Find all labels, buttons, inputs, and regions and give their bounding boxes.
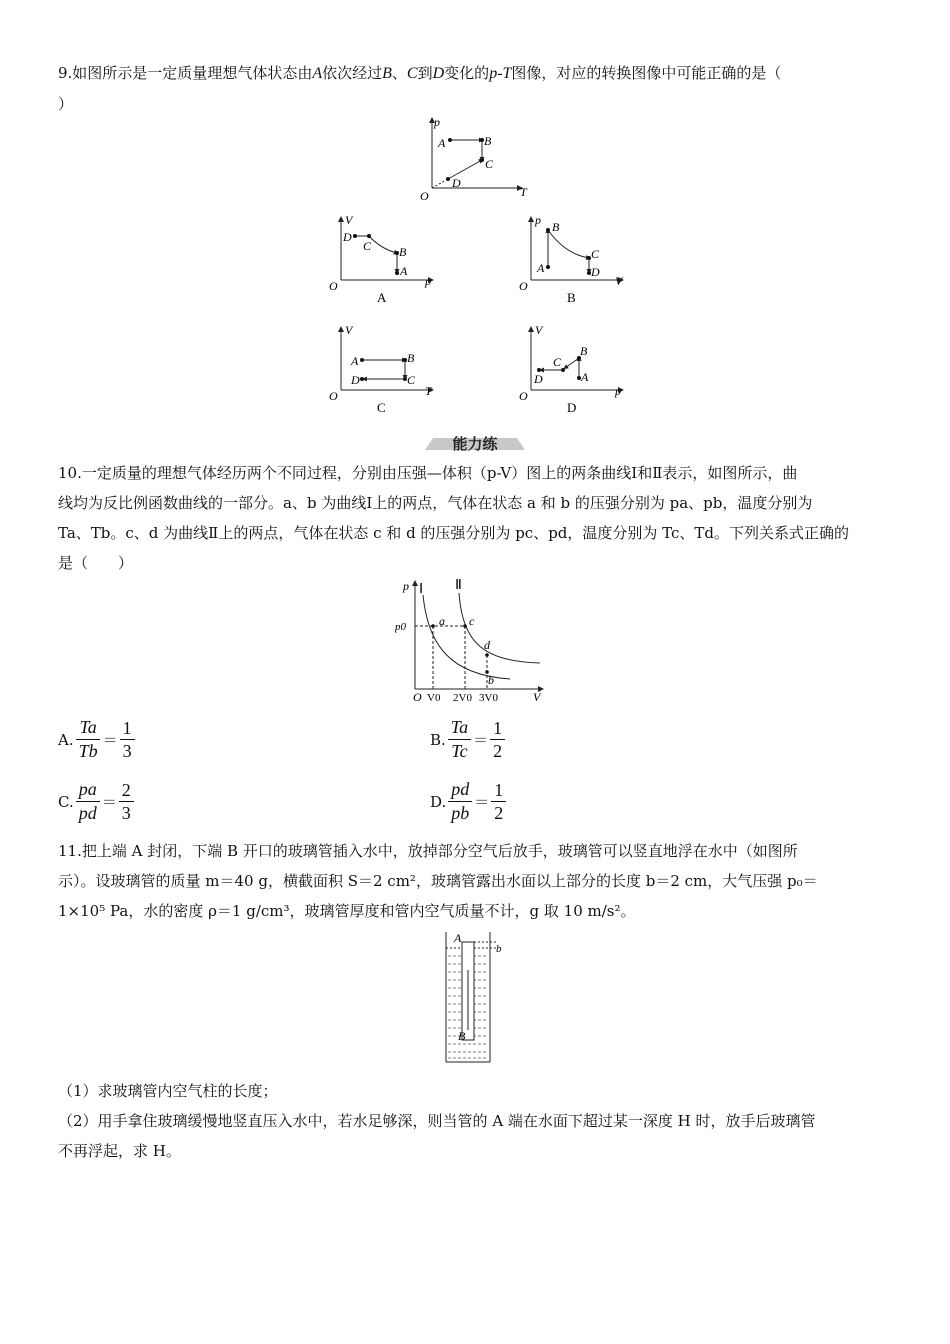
svg-text:b: b bbox=[496, 943, 502, 955]
option-b-caption: B bbox=[567, 290, 576, 305]
svg-text:O: O bbox=[329, 279, 338, 293]
svg-text:D: D bbox=[343, 230, 352, 244]
svg-text:D: D bbox=[452, 176, 461, 190]
svg-text:B: B bbox=[458, 1029, 466, 1043]
svg-text:p: p bbox=[403, 579, 409, 593]
svg-text:C: C bbox=[363, 239, 372, 253]
svg-text:B: B bbox=[552, 220, 560, 234]
svg-text:V: V bbox=[345, 213, 353, 227]
svg-text:D: D bbox=[591, 265, 600, 279]
svg-text:O: O bbox=[519, 279, 528, 293]
svg-text:O: O bbox=[519, 389, 528, 403]
svg-text:V0: V0 bbox=[427, 692, 441, 704]
svg-text:V: V bbox=[535, 323, 543, 337]
q10-option-d[interactable]: D. $\frac{pd}{pb}$ ＝ $\frac{1}{2}$ bbox=[430, 778, 508, 825]
svg-text:p: p bbox=[535, 213, 541, 227]
svg-text:能力练: 能力练 bbox=[452, 435, 498, 453]
svg-text:a: a bbox=[439, 614, 445, 628]
svg-text:A: A bbox=[581, 370, 589, 384]
svg-text:p: p bbox=[434, 115, 440, 129]
q10-pv-graph bbox=[395, 575, 555, 710]
svg-text:c: c bbox=[469, 614, 475, 628]
svg-text:O: O bbox=[413, 690, 422, 704]
svg-text:A: A bbox=[351, 354, 359, 368]
svg-text:D: D bbox=[534, 372, 543, 386]
svg-text:b: b bbox=[488, 673, 494, 687]
q11-subquestions: （1）求玻璃管内空气柱的长度； （2）用手拿住玻璃缓慢地竖直压入水中，若水足够深，则当管的 A 端在水面下超过某一深度 H 时，放手后玻璃管 不再浮起，求 H。 bbox=[58, 1082, 816, 1160]
svg-text:d: d bbox=[484, 638, 490, 652]
svg-text:C: C bbox=[485, 157, 494, 171]
section-title-badge bbox=[425, 432, 525, 454]
svg-text:O: O bbox=[329, 389, 338, 403]
q9-option-d-graph bbox=[515, 322, 635, 417]
svg-text:Ⅱ: Ⅱ bbox=[455, 578, 462, 593]
svg-text:B: B bbox=[484, 134, 492, 148]
q10-option-b[interactable]: B. $\frac{Ta}{Tc}$ ＝ $\frac{1}{2}$ bbox=[430, 716, 507, 763]
svg-text:3V0: 3V0 bbox=[479, 692, 498, 704]
svg-text:A: A bbox=[454, 931, 462, 945]
q9-option-a-graph bbox=[325, 212, 445, 307]
svg-text:Ⅰ: Ⅰ bbox=[419, 582, 424, 597]
svg-text:V: V bbox=[345, 323, 353, 337]
svg-text:T: T bbox=[520, 185, 527, 199]
option-a-caption: A bbox=[377, 290, 387, 305]
svg-text:D: D bbox=[351, 373, 360, 387]
svg-text:C: C bbox=[407, 373, 416, 387]
q9-text: 9.如图所示是一定质量理想气体状态由A依次经过B、C到D变化的p-T图像，对应的转换图像中可能正确的是（ ） bbox=[58, 64, 782, 113]
q10-text: 10.一定质量的理想气体经历两个不同过程，分别由压强—体积（p-V）图上的两条曲线Ⅰ和Ⅱ表示，如图所示，曲 线均为反比例函数曲线的一部分。a、b 为曲线Ⅰ上的两点，气体在状态 a 和 b 的压强分别为 pa、pb，温度分别为 Ta、Tb。c、d 为曲线Ⅱ上的两点，气体在状态 c 和 d 的压强分别为 pc、pd，温度分别为 Tc、Td。下列关系式正确的 是（ ） bbox=[58, 464, 850, 572]
q9-option-b-graph bbox=[515, 212, 635, 307]
q11-text: 11.把上端 A 封闭，下端 B 开口的玻璃管插入水中，放掉部分空气后放手，玻璃管可以竖直地浮在水中（如图所 示）。设玻璃管的质量 m＝40 g，横截面积 S＝2 cm²，玻璃管露出水面以上部分的长度 b＝2 cm，大气压强 p₀＝ 1×10⁵ Pa，水的密度 ρ＝1 g/cm³，玻璃管厚度和管内空气质量不计，g 取 10 m/s²。 bbox=[58, 842, 818, 920]
svg-text:A: A bbox=[537, 261, 545, 275]
svg-text:A: A bbox=[400, 264, 408, 278]
svg-text:O: O bbox=[420, 189, 429, 203]
svg-text:B: B bbox=[407, 351, 415, 365]
svg-text:p0: p0 bbox=[395, 621, 406, 633]
q11-tube-figure bbox=[440, 930, 510, 1066]
q9-main-graph bbox=[410, 112, 550, 204]
option-d-caption: D bbox=[567, 400, 577, 415]
option-c-caption: C bbox=[377, 400, 386, 415]
svg-text:2V0: 2V0 bbox=[453, 692, 472, 704]
q10-option-c[interactable]: C. $\frac{pa}{pd}$ ＝ $\frac{2}{3}$ bbox=[58, 778, 136, 825]
svg-text:C: C bbox=[591, 247, 600, 261]
svg-text:p: p bbox=[425, 274, 431, 288]
svg-text:V: V bbox=[533, 690, 541, 704]
svg-text:V: V bbox=[615, 274, 623, 288]
svg-text:p: p bbox=[615, 384, 621, 398]
svg-text:T: T bbox=[425, 384, 432, 398]
q10-option-a[interactable]: A. $\frac{Ta}{Tb}$ ＝ $\frac{1}{3}$ bbox=[58, 716, 137, 763]
q9-option-c-graph bbox=[325, 322, 445, 417]
svg-text:B: B bbox=[580, 344, 588, 358]
svg-text:B: B bbox=[399, 245, 407, 259]
svg-text:C: C bbox=[553, 355, 562, 369]
svg-text:A: A bbox=[438, 136, 446, 150]
